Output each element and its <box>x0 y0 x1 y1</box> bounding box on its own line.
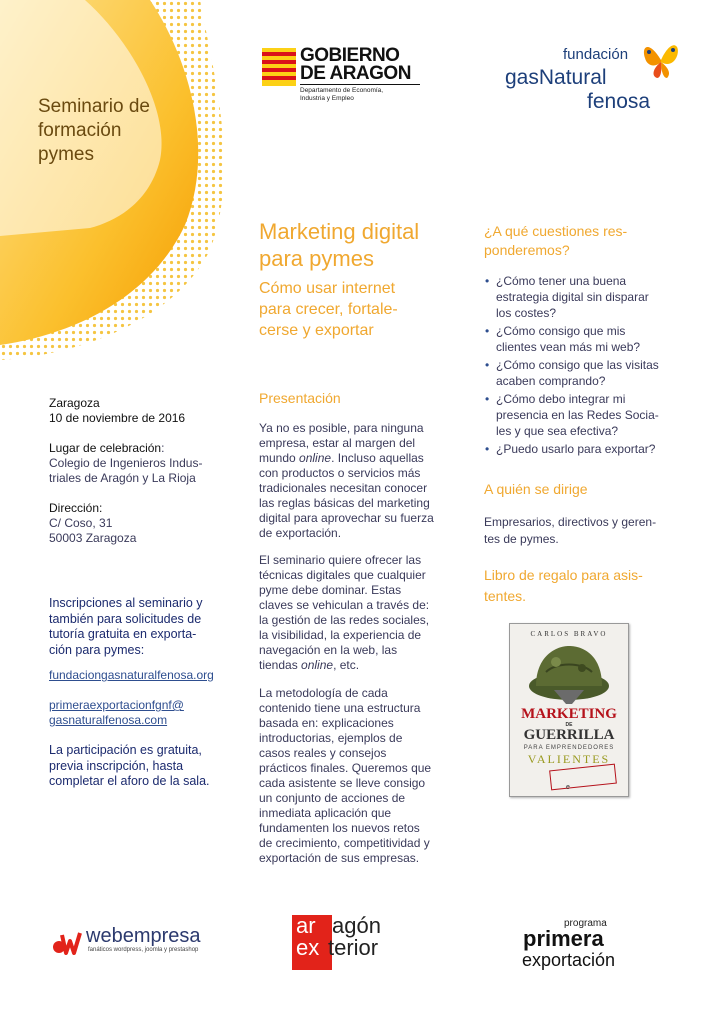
venue-label: Lugar de celebración <box>49 441 162 455</box>
p1-line: digital para aprovechar su fuerza <box>259 511 434 525</box>
p2-line <box>259 658 439 673</box>
event-details <box>49 396 239 546</box>
p1-line: Ya no es posible, para ninguna <box>259 421 424 435</box>
ae-text: agón <box>332 913 381 938</box>
p2-line: la visibilidad, la experiencia de <box>259 628 422 642</box>
p3-line: fundamenten los nuevos retos <box>259 821 420 835</box>
p3-line: introductorias, ejemplos de <box>259 731 403 745</box>
helmet-icon <box>526 642 612 712</box>
free-line: La participación es gratuita, <box>49 743 202 757</box>
p3-line: cada asistente se lleve consigo <box>259 776 426 790</box>
primera-line1: programa <box>564 918 607 929</box>
fundacion-website-link[interactable]: fundaciongasnaturalfenosa.org <box>49 668 214 682</box>
event-city: Zaragoza <box>49 396 100 410</box>
p2-line: claves se vehiculan a través de: <box>259 598 430 612</box>
p3-line: prácticos finales. Queremos que <box>259 761 432 775</box>
question-line: estrategia digital sin disparar <box>496 290 649 304</box>
butterfly-icon <box>641 38 681 80</box>
p2-line: navegación en la web, las <box>259 643 398 657</box>
address-line: C/ Coso, 31 <box>49 516 113 530</box>
book-title1: MARKETING <box>521 706 617 722</box>
p2-line: técnicas digitales que cualquier <box>259 568 426 582</box>
gobierno-sub2: Industria y Empleo <box>300 95 354 102</box>
p2-online: online <box>301 658 334 672</box>
webempresa-icon <box>52 929 84 955</box>
p1-part: mundo <box>259 451 300 465</box>
email-link-part2[interactable]: gasnaturalfenosa.com <box>49 713 168 727</box>
gift-heading-line: tentes. <box>484 588 527 604</box>
webempresa-logo <box>52 927 232 963</box>
question-item <box>496 441 659 457</box>
gasnatural-line3: fenosa <box>587 90 651 113</box>
p3-line: basada en: explicaciones <box>259 716 394 730</box>
primera-line2: primera <box>523 926 604 951</box>
p3-line: contenido tiene una estructura <box>259 701 421 715</box>
book-sub2: VALIENTES <box>527 752 611 766</box>
question-line: • ¿Cómo tener una buena <box>496 274 627 288</box>
question-line: les y que sea efectiva? <box>496 424 619 438</box>
question-item <box>496 357 659 389</box>
primera-line3: exportación <box>522 950 616 970</box>
free-line: completar el aforo de la sala. <box>49 774 210 788</box>
audience-line: Empresarios, directivos y geren- <box>484 515 657 529</box>
free-participation-note <box>49 743 239 790</box>
seminar-title <box>38 95 150 167</box>
presentation-paragraph-3 <box>259 686 439 866</box>
presentation-paragraph-1 <box>259 421 439 541</box>
venue-line: Colegio de Ingenieros Indus- <box>49 456 203 470</box>
book-publisher: e <box>566 784 570 791</box>
p3-line: casos reales y consejos <box>259 746 387 760</box>
divider <box>300 84 420 85</box>
p1-line: con productos o servicios más <box>259 466 421 480</box>
aragon-flag-icon <box>262 48 296 86</box>
p2-line: pyme debe dominar. Estas <box>259 583 402 597</box>
fundacion-gasnatural-logo <box>505 38 690 118</box>
question-item <box>496 323 659 355</box>
seminar-title-line: Seminario de <box>38 96 150 117</box>
p1-part: . Incluso aquellas <box>331 451 424 465</box>
p1-line: empresa, estar al margen del <box>259 436 416 450</box>
seminar-title-line: formación <box>38 120 122 141</box>
question-line: presencia en las Redes Socia- <box>496 408 659 422</box>
webempresa-name: webempresa <box>86 925 201 947</box>
presentacion-heading: Presentación <box>259 390 341 406</box>
gobierno-line2: DE ARAGON <box>300 63 411 84</box>
main-subtitle-line: cerse y exportar <box>259 322 374 339</box>
book-de: DE <box>565 722 573 728</box>
p2-line: El seminario quiere ofrecer las <box>259 553 422 567</box>
question-line: • ¿Cómo consigo que mis <box>496 324 626 338</box>
p1-line <box>259 451 439 466</box>
primera-exportacion-logo <box>520 918 650 978</box>
p1-line: las reglas básicas del marketing <box>259 496 430 510</box>
venue-line: triales de Aragón y La Rioja <box>49 471 196 485</box>
questions-heading <box>484 222 659 260</box>
p2-line: la gestión de las redes sociales, <box>259 613 430 627</box>
webempresa-tagline: fanáticos wordpress, joomla y prestashop <box>88 947 199 953</box>
book-cover <box>509 623 629 797</box>
question-line: los costes? <box>496 306 557 320</box>
gift-heading <box>484 565 659 607</box>
audience-line: tes de pymes. <box>484 532 559 546</box>
gobierno-line1: GOBIERNO <box>300 45 400 66</box>
main-subtitle-line: para crecer, fortale- <box>259 301 398 318</box>
p1-online: online <box>299 451 332 465</box>
signup-line: también para solicitudes de <box>49 611 202 626</box>
free-line: previa inscripción, hasta <box>49 758 184 773</box>
book-sub1: PARA EMPRENDEDORES <box>523 745 615 751</box>
ae-text: terior <box>328 935 379 960</box>
event-date: 10 de noviembre de 2016 <box>49 411 186 425</box>
gasnatural-line1: fundación <box>563 46 629 63</box>
p1-line: de exportación. <box>259 526 342 540</box>
signup-line: ción para pymes: <box>49 642 145 657</box>
main-title-line: para pymes <box>259 246 374 271</box>
decorative-yellow-shape <box>0 0 260 400</box>
book-title2: GUERRILLA <box>523 727 615 743</box>
main-subtitle <box>259 278 398 341</box>
p3-line: inmediata aplicación que <box>259 806 392 820</box>
ae-text: ex <box>296 935 320 960</box>
links <box>49 668 239 728</box>
gasnatural-line2: gasNatural <box>505 66 607 89</box>
signup-line: tutoría gratuita en exporta- <box>49 627 197 641</box>
p3-line: La metodología de cada <box>259 686 388 700</box>
question-line: acaben comprando? <box>496 374 606 388</box>
question-line: • ¿Cómo consigo que las visitas <box>496 358 659 372</box>
p3-line: exportación de sus empresas. <box>259 851 420 865</box>
aragon-exterior-logo <box>292 915 404 975</box>
address-line: 50003 Zaragoza <box>49 531 137 545</box>
signup-line: Inscripciones al seminario y <box>49 596 203 610</box>
question-line: • ¿Puedo usarlo para exportar? <box>496 442 656 456</box>
question-item <box>496 391 659 439</box>
venue-colon: : <box>161 441 165 455</box>
gobierno-sub1: Departamento de Economía, <box>300 87 384 94</box>
email-link-part1[interactable]: primeraexportacionfgnf@ <box>49 698 184 712</box>
questions-ul <box>484 273 659 457</box>
audience-heading: A quién se dirige <box>484 481 588 497</box>
book-stamp <box>549 764 617 791</box>
p2-part: tiendas <box>259 658 302 672</box>
ae-text: ar <box>296 913 316 938</box>
question-line: • ¿Cómo debo integrar mi <box>496 392 626 406</box>
gift-heading-line: Libro de regalo para asis- <box>484 567 643 583</box>
p3-line: de crecimiento, competitividad y <box>259 836 430 850</box>
p3-line: un conjunto de acciones de <box>259 791 406 805</box>
venue-label-row <box>49 441 239 456</box>
seminar-title-line: pymes <box>38 144 94 165</box>
questions-heading-line: ponderemos? <box>484 242 570 258</box>
main-subtitle-line: Cómo usar internet <box>259 280 396 297</box>
p2-part: , etc. <box>333 658 360 672</box>
presentation-paragraph-2 <box>259 553 439 673</box>
gobierno-aragon-logo <box>262 44 432 114</box>
questions-heading-line: ¿A qué cuestiones res- <box>484 223 628 239</box>
book-author: CARLOS BRAVO <box>530 630 608 638</box>
signup-info <box>49 596 239 658</box>
question-line: clientes vean más mi web? <box>496 340 641 354</box>
main-title-line: Marketing digital <box>259 219 420 244</box>
question-item <box>496 273 659 321</box>
questions-list <box>484 273 659 459</box>
audience-text <box>484 514 659 548</box>
main-title <box>259 218 419 272</box>
p1-line: tradicionales necesitan conocer <box>259 481 428 495</box>
address-label: Dirección: <box>49 501 103 515</box>
